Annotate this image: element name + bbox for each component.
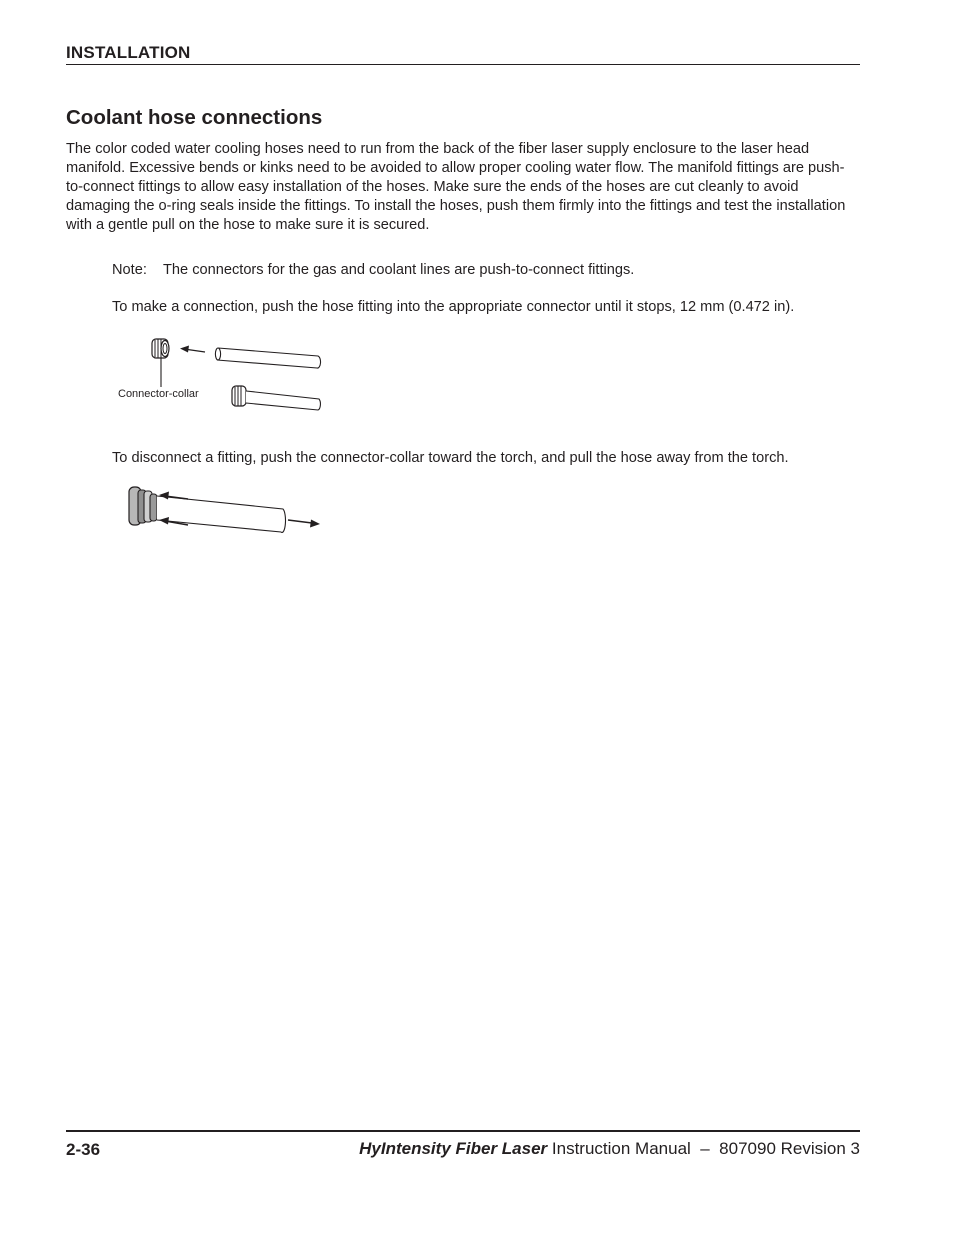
hose-icon xyxy=(157,496,286,533)
section-header: INSTALLATION xyxy=(66,43,191,62)
pull-right-arrow-icon xyxy=(288,520,320,528)
fitting-collar-icon xyxy=(129,487,157,525)
product-name: HyIntensity Fiber Laser xyxy=(359,1139,548,1158)
note xyxy=(112,262,634,278)
footer-separator: – xyxy=(700,1139,710,1158)
note-label: Note: xyxy=(112,262,147,278)
connect-instruction: To make a connection, push the hose fitting into the appropriate connector until it stops, 12 mm (0.472 in). xyxy=(112,299,795,315)
manual-label: Instruction Manual xyxy=(551,1139,691,1158)
connector-collar-callout: Connector-collar xyxy=(118,388,199,400)
footer-divider xyxy=(66,1130,860,1132)
disconnect-instruction: To disconnect a fitting, push the connector-collar toward the torch, and pull the hose away from the torch. xyxy=(112,450,789,466)
header-divider xyxy=(66,64,860,65)
document-number: 807090 Revision 3 xyxy=(719,1139,860,1158)
disconnection-figure xyxy=(120,478,335,538)
left-arrow-icon xyxy=(180,346,205,353)
connector-collar-icon xyxy=(152,339,169,358)
connected-fitting-icon xyxy=(232,386,320,410)
page-title: Coolant hose connections xyxy=(66,106,323,129)
connection-figure xyxy=(112,330,342,416)
intro-paragraph: The color coded water cooling hoses need to run from the back of the fiber laser supply enclosure to the laser head manifold. Excessive bends or kinks need to be avoided to allow proper cooling water flow. The manifold fittings are push-to-connect fittings to allow easy installation of the hoses. Make sure the ends of the hoses are cut cleanly to avoid damaging the o-ring seals inside the fittings. To install the hoses, push them firmly into the fittings and test the installation with a gentle pull on the hose to make sure it is secured. xyxy=(66,141,846,233)
footer-doc-info xyxy=(359,1139,860,1159)
page-number: 2-36 xyxy=(66,1140,101,1159)
note-text: The connectors for the gas and coolant lines are push-to-connect fittings. xyxy=(163,262,635,278)
hose-icon xyxy=(215,348,320,368)
